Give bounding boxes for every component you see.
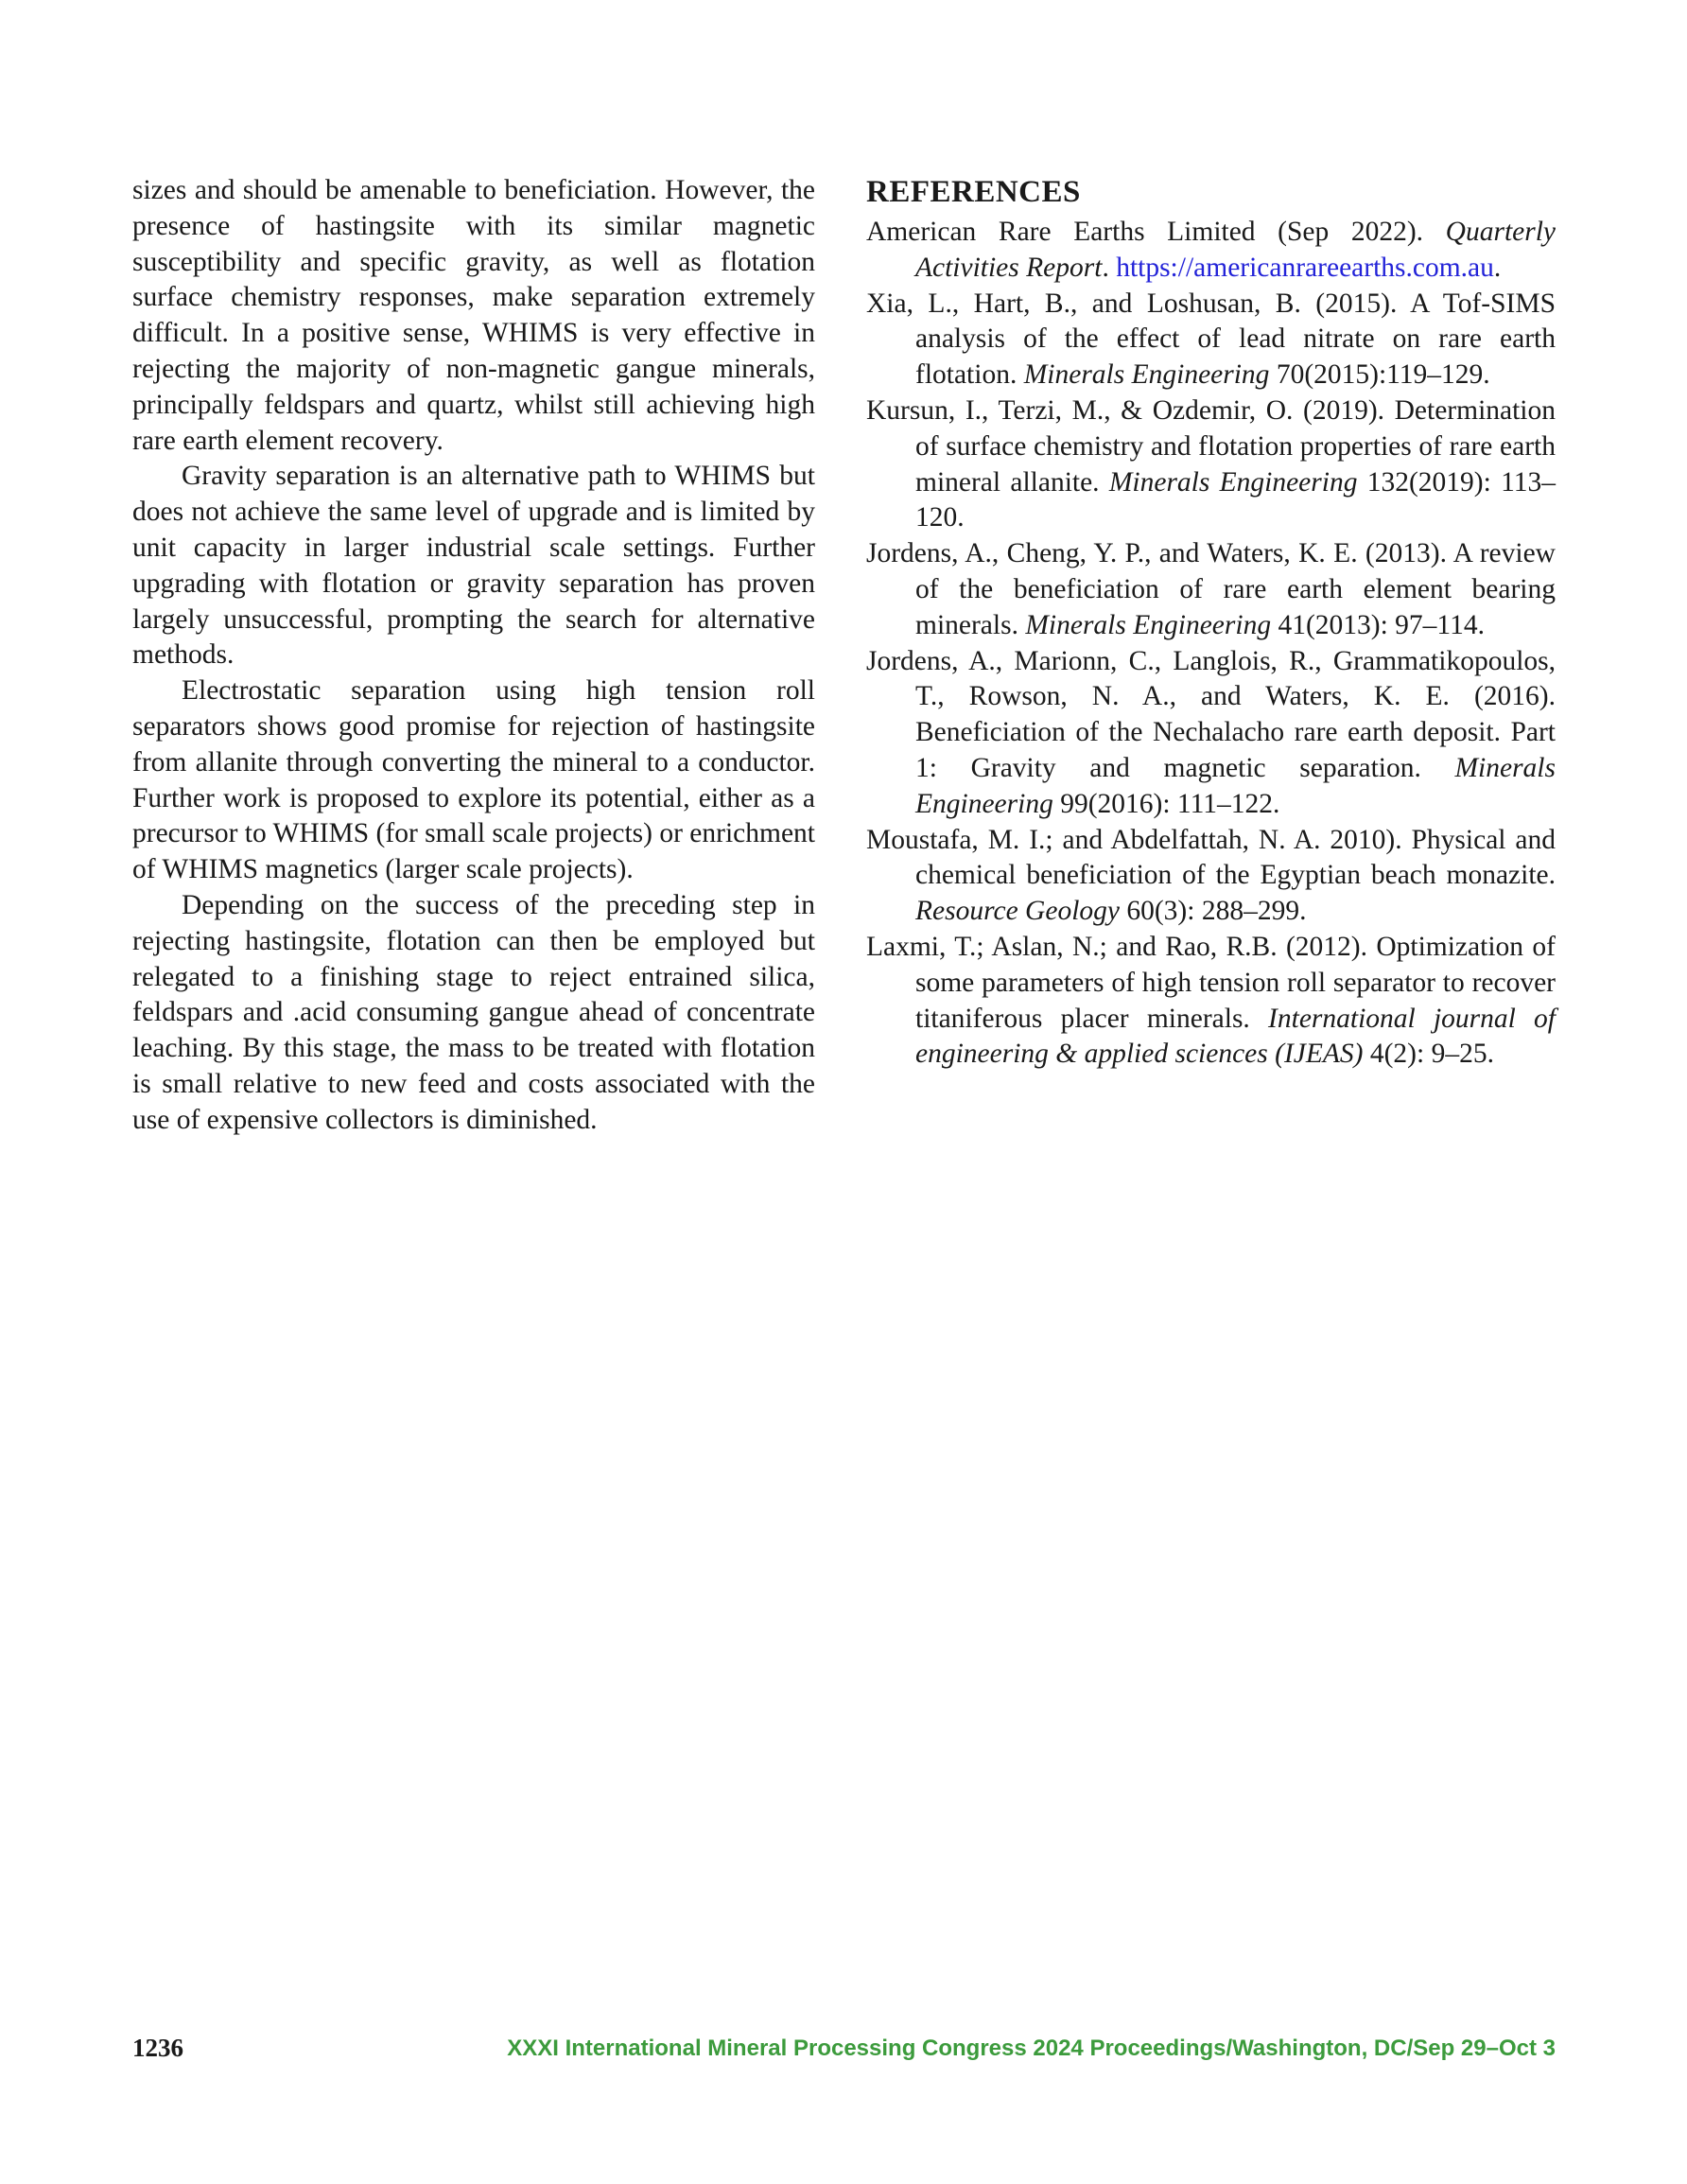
- reference-journal: Resource Geology: [915, 896, 1120, 927]
- reference-item: Laxmi, T.; Aslan, N.; and Rao, R.B. (2012). Optimization of some parameters of high tension roll separator to recover titaniferous placer minerals. International journal of engineering & applied sciences (IJEAS) 4(2): 9–25.: [866, 931, 1557, 1070]
- reference-journal: Minerals Engineering: [1108, 466, 1358, 498]
- body-paragraph: sizes and should be amenable to beneficiation. However, the presence of hastingsite with its similar magnetic susceptibility and specific gravity, as well as flotation surface chemistry responses, make separation extremely difficult. In a positive sense, WHIMS is very effective in rejecting the majority of non-magnetic gangue minerals, principally feldspars and quartz, whilst still achieving high rare earth element recovery.: [132, 175, 815, 456]
- footer-conference-title: XXXI International Mineral Processing Congress 2024 Proceedings/Washington, DC/Sep 29–Oct 3: [507, 2035, 1556, 2061]
- page-footer: [132, 2034, 1556, 2071]
- reference-item: Xia, L., Hart, B., and Loshusan, B. (2015). A Tof-SIMS analysis of the effect of lead nitrate on rare earth flotation. Minerals Engineering 70(2015):119–129.: [866, 288, 1556, 391]
- reference-link[interactable]: https://americanrareearths.com.au: [1116, 252, 1494, 283]
- reference-item: Jordens, A., Marionn, C., Langlois, R., Grammatikopoulos, T., Rowson, N. A., and Waters, K. E. (2016). Beneficiation of the Nechalacho rare earth deposit. Part 1: Gravity and magnetic separation. Minerals Engineering 99(2016): 111–122.: [866, 645, 1556, 819]
- reference-journal: International journal of engineering & applied sciences (IJEAS): [915, 1003, 1557, 1070]
- references-heading: REFERENCES: [866, 175, 1081, 209]
- body-paragraph: Electrostatic separation using high tension roll separators shows good promise for rejection of hastingsite from allanite through converting the mineral to a conductor. Further work is proposed to explore its potential, either as a precursor to WHIMS (for small scale projects) or enrichment of WHIMS magnetics (larger scale projects).: [132, 675, 815, 885]
- body-text-column: [132, 173, 815, 1139]
- page-number: 1236: [132, 2034, 183, 2062]
- references-section: [866, 173, 1556, 1073]
- reference-journal: Quarterly Activities Report: [915, 217, 1556, 283]
- body-paragraph: Gravity separation is an alternative path to WHIMS but does not achieve the same level of upgrade and is limited by unit capacity in larger industrial scale settings. Further upgrading with flotation or gravity separation has proven largely unsuccessful, prompting the search for alternative methods.: [132, 461, 815, 671]
- reference-item: American Rare Earths Limited (Sep 2022). Quarterly Activities Report. https://americanrareearths.com.au.: [866, 217, 1556, 283]
- reference-item: Jordens, A., Cheng, Y. P., and Waters, K. E. (2013). A review of the beneficiation of rare earth element bearing minerals. Minerals Engineering 41(2013): 97–114.: [866, 538, 1556, 640]
- reference-journal: Minerals Engineering: [915, 752, 1556, 819]
- reference-journal: Minerals Engineering: [1025, 609, 1272, 640]
- reference-item: Moustafa, M. I.; and Abdelfattah, N. A. 2010). Physical and chemical beneficiation of the Egyptian beach monazite. Resource Geology 60(3): 288–299.: [866, 824, 1556, 927]
- body-paragraph: Depending on the success of the preceding step in rejecting hastingsite, flotation can then be employed but relegated to a finishing stage to reject entrained silica, feldspars and .acid consuming gangue ahead of concentrate leaching. By this stage, the mass to be treated with flotation is small relative to new feed and costs associated with the use of expensive collectors is diminished.: [132, 889, 815, 1135]
- reference-item: Kursun, I., Terzi, M., & Ozdemir, O. (2019). Determination of surface chemistry and flotation properties of rare earth mineral allanite. Minerals Engineering 132(2019): 113–120.: [866, 394, 1556, 533]
- reference-journal: Minerals Engineering: [1023, 359, 1270, 391]
